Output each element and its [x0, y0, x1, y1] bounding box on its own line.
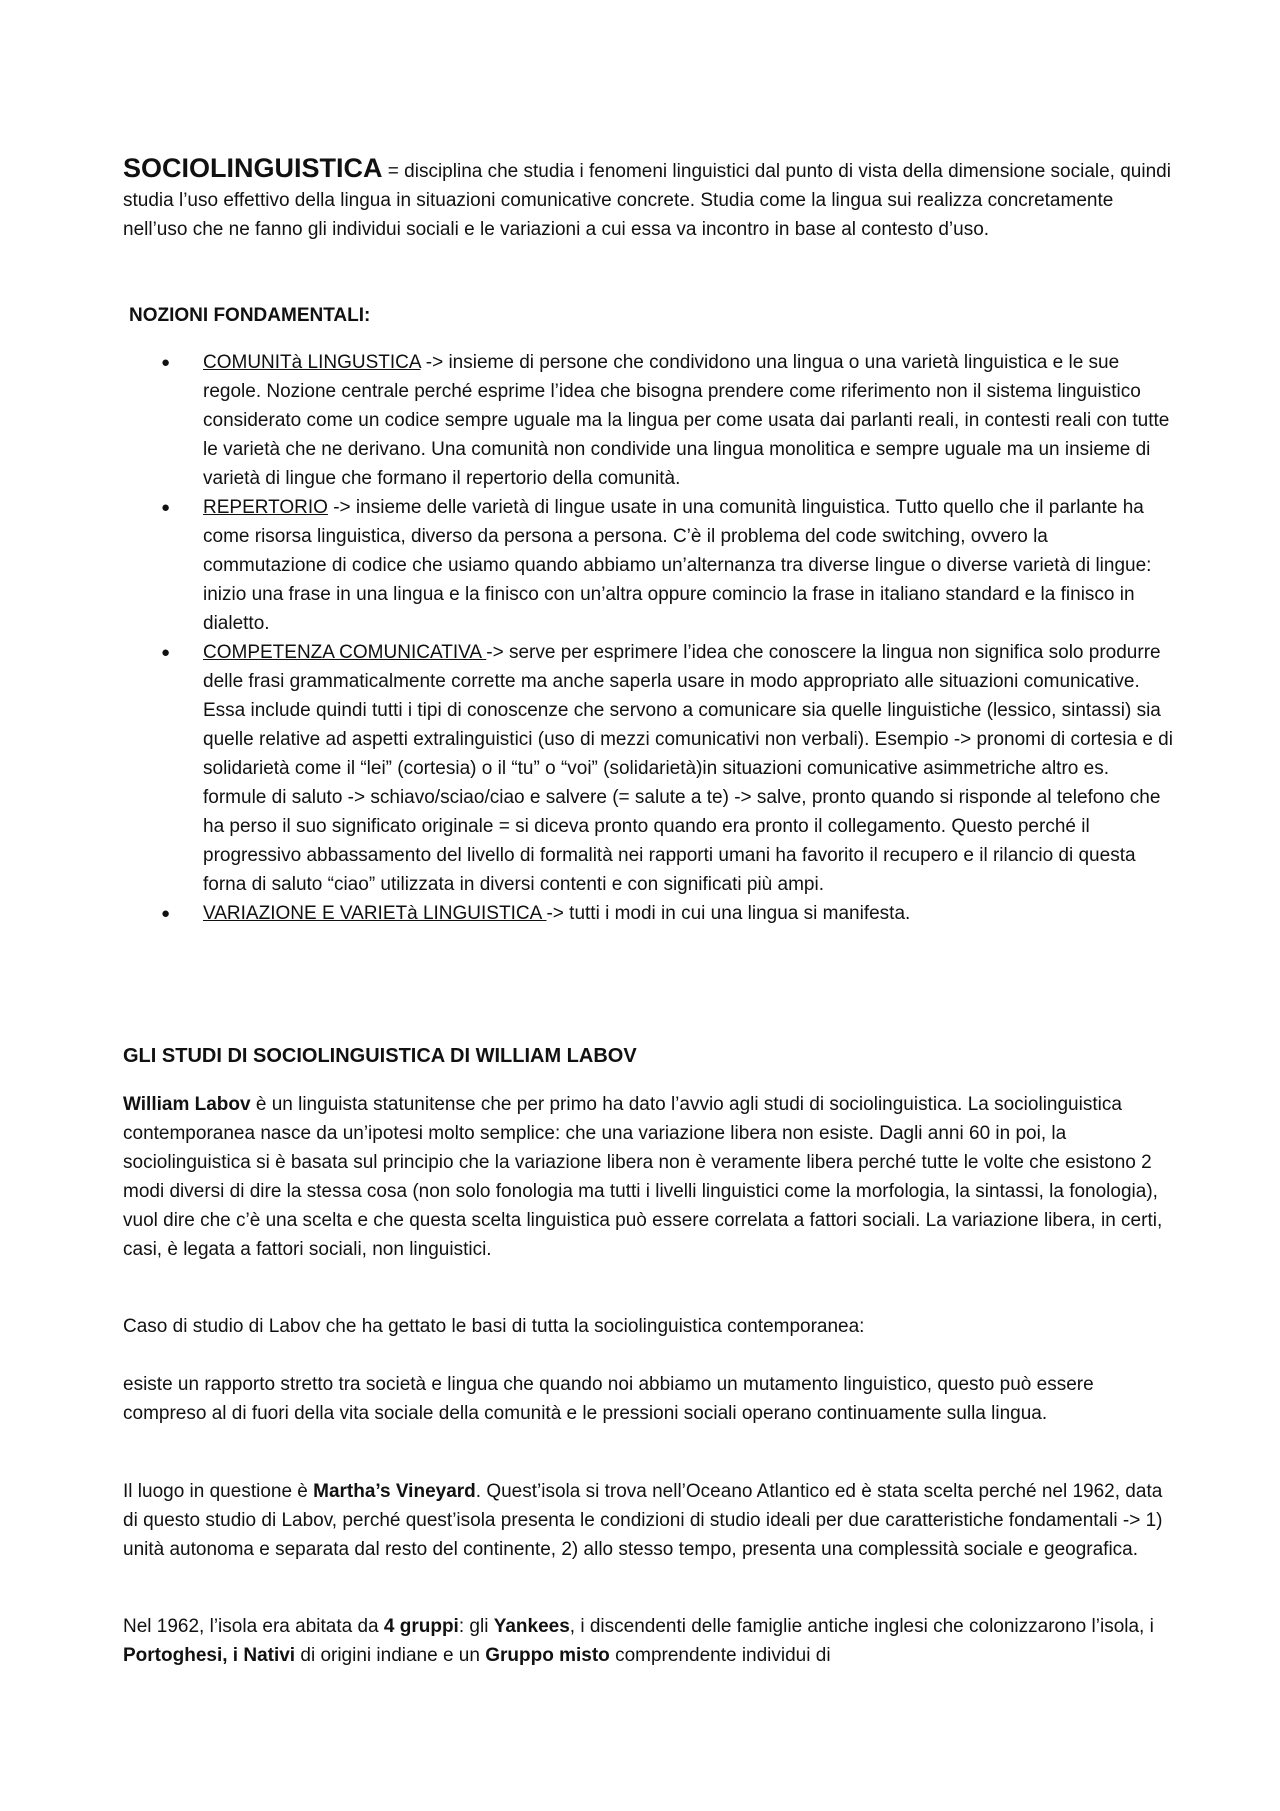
intro-term: SOCIOLINGUISTICA — [123, 153, 383, 183]
labov-paragraph-5 — [123, 1612, 1173, 1670]
bullet-icon: ● — [161, 499, 171, 516]
labov-name: William Labov — [123, 1094, 251, 1115]
p5-yankees: Yankees — [493, 1616, 570, 1637]
p5-text-i: comprendente individui di — [609, 1645, 831, 1666]
p5-text-a: Nel 1962, l’isola era abitata da — [123, 1616, 384, 1637]
list-item — [123, 493, 1173, 638]
list-item-term: COMUNITà LINGUSTICA — [203, 352, 421, 373]
p5-text-g: di origini indiane e un — [295, 1645, 486, 1666]
list-item-text: -> insieme di persone che condividono una lingua o una varietà linguistica e le sue regole. Nozione centrale perché esprime l’idea che bisogna prendere come riferimento non il sistema linguistico considerato come un codice sempre uguale ma la lingua per come usata dai parlanti reali, in contesti reali con tutte le varietà che ne derivano. Una comunità non condivide una lingua monolitica e sempre uguale ma un insieme di varietà di lingue che formano il repertorio della comunità. — [203, 352, 1170, 489]
intro-definition: = disciplina che studia i fenomeni linguistici dal punto di vista della dimensione sociale, quindi studia l’uso effettivo della lingua in situazioni comunicative concrete. Studia come la lingua sui realizza concretamente nell’uso che ne fanno gli individui sociali e le variazioni a cui essa va incontro in base al contesto d’uso. — [123, 161, 1171, 240]
nozioni-list — [123, 348, 1173, 928]
intro-paragraph — [123, 154, 1173, 244]
p4-place: Martha’s Vineyard — [313, 1481, 476, 1502]
p5-text-c: : gli — [458, 1616, 494, 1637]
labov-heading: GLI STUDI DI SOCIOLINGUISTICA DI WILLIAM LABOV — [123, 1045, 637, 1067]
nozioni-heading: NOZIONI FONDAMENTALI: — [129, 305, 371, 326]
bullet-icon: ● — [161, 644, 171, 661]
bullet-icon: ● — [161, 905, 171, 922]
list-item-term: COMPETENZA COMUNICATIVA — [203, 642, 487, 663]
p4-text-b: . Quest’isola si trova nell’Oceano Atlantico ed è stata scelta perché nel 1962, data di questo studio di Labov, perché quest’isola presenta le condizioni di studio ideali per due caratteristiche fondamentali -> 1) unità autonoma e separata dal resto del continente, 2) allo stesso tempo, presenta una complessità sociale e geografica. — [123, 1481, 1163, 1560]
list-item-term: REPERTORIO — [203, 497, 328, 518]
list-item — [123, 638, 1173, 899]
p5-gruppo-misto: Gruppo misto — [485, 1645, 610, 1666]
p5-text-e: , i discendenti delle famiglie antiche inglesi che colonizzarono l’isola, i — [569, 1616, 1154, 1637]
labov-paragraph-1 — [123, 1090, 1173, 1264]
labov-paragraph-3: esiste un rapporto stretto tra società e lingua che quando noi abbiamo un mutamento linguistico, questo può essere compreso al di fuori della vita sociale della comunità e le pressioni sociali operano continuamente sulla lingua. — [123, 1374, 1094, 1424]
list-item-term: VARIAZIONE E VARIETà LINGUISTICA — [203, 903, 547, 924]
list-item-text: -> tutti i modi in cui una lingua si manifesta. — [546, 903, 911, 924]
p5-portoghesi-nativi: Portoghesi, i Nativi — [123, 1645, 296, 1666]
labov-p1-text: è un linguista statunitense che per primo ha dato l’avvio agli studi di sociolinguistica. La sociolinguistica contemporanea nasce da un’ipotesi molto semplice: che una variazione libera non esiste. Dagli anni 60 in poi, la sociolinguistica si è basata sul principio che la variazione libera non è veramente libera perché tutte le volte che esistono 2 modi diversi di dire la stessa cosa (non solo fonologia ma tutti i livelli linguistici come la morfologia, la sintassi, la fonologia), vuol dire che c’è una scelta e che questa scelta linguistica può essere correlata a fattori sociali. La variazione libera, in certi, casi, è legata a fattori sociali, non linguistici. — [123, 1094, 1163, 1260]
list-item — [123, 899, 1173, 928]
labov-paragraph-2: Caso di studio di Labov che ha gettato le basi di tutta la sociolinguistica contemporanea: — [123, 1316, 865, 1337]
p4-text-a: Il luogo in questione è — [123, 1481, 314, 1502]
p5-groups: 4 gruppi — [383, 1616, 459, 1637]
list-item-text: -> serve per esprimere l’idea che conoscere la lingua non significa solo produrre delle frasi grammaticalmente corrette ma anche saperla usare in modo appropriato alle situazioni comunicative. Essa include quindi tutti i tipi di conoscenze che servono a comunicare sia quelle linguistiche (lessico, sintassi) sia quelle relative ad aspetti extralinguistici (uso di mezzi comunicativi non verbali). Esempio -> pronomi di cortesia e di solidarietà come il “lei” (cortesia) o il “tu” o “voi” (solidarietà)in situazioni comunicative asimmetriche altro es. formule di saluto -> schiavo/sciao/ciao e salvere (= salute a te) -> salve, pronto quando si risponde al telefono che ha perso il suo significato originale = si diceva pronto quando era pronto il collegamento. Questo perché il progressivo abbassamento del livello di formalità nei rapporti umani ha favorito il recupero e il rilancio di questa forna di saluto “ciao” utilizzata in diversi contenti e con significati più ampi. — [203, 642, 1173, 895]
list-item-text: -> insieme delle varietà di lingue usate in una comunità linguistica. Tutto quello che il parlante ha come risorsa linguistica, diverso da persona a persona. C’è il problema del code switching, ovvero la commutazione di codice che usiamo quando abbiamo un’alternanza tra diverse lingue o diverse varietà di lingue: inizio una frase in una lingua e la finisco con un’altra oppure comincio la frase in italiano standard e la finisco in dialetto. — [203, 497, 1152, 634]
labov-paragraph-4 — [123, 1477, 1173, 1564]
bullet-icon: ● — [161, 354, 171, 371]
list-item — [123, 348, 1173, 493]
